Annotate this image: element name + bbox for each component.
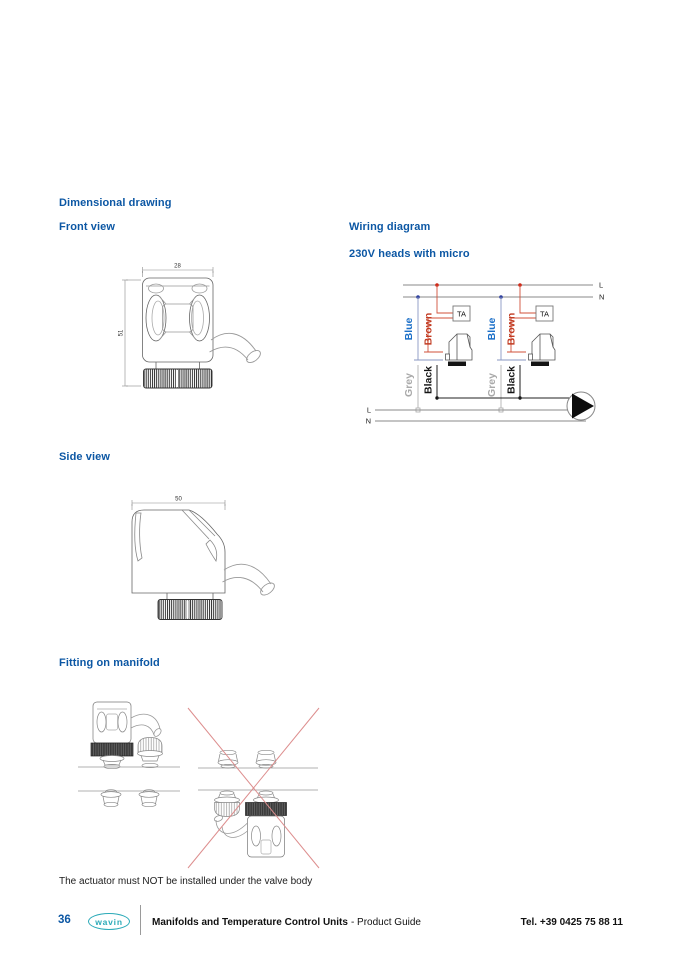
actuator-cable-inverted bbox=[214, 815, 248, 838]
grey-wire-label: Grey bbox=[486, 373, 498, 397]
blue-wire-label: Blue bbox=[486, 317, 498, 341]
heading-fitting: Fitting on manifold bbox=[59, 657, 160, 669]
grey-wire-label: Grey bbox=[403, 373, 415, 397]
valve-caps-below bbox=[101, 790, 159, 807]
fitting-diagram bbox=[70, 690, 330, 875]
footer-phone: Tel. +39 0425 75 88 11 bbox=[520, 917, 623, 928]
brown-wire-feed bbox=[520, 285, 536, 313]
heading-dimensional-drawing: Dimensional drawing bbox=[59, 197, 172, 209]
wiring-diagram bbox=[360, 272, 672, 434]
cable-front bbox=[210, 333, 263, 365]
footer-doc-title bbox=[152, 917, 421, 928]
heading-wiring-subtitle: 230V heads with micro bbox=[349, 248, 470, 260]
bottom-n-label: N bbox=[365, 416, 371, 426]
side-view-drawing bbox=[125, 490, 300, 630]
footer-divider bbox=[140, 905, 141, 935]
actuator-symbol bbox=[446, 334, 473, 366]
thermostat-label: TA bbox=[539, 309, 550, 319]
blue-wire-label: Blue bbox=[403, 317, 415, 341]
head-circuit-2 bbox=[486, 283, 555, 412]
heading-side-view: Side view bbox=[59, 451, 111, 463]
front-view-drawing bbox=[110, 255, 300, 405]
side-width-dim: 50 bbox=[175, 496, 182, 503]
page-number: 36 bbox=[58, 914, 71, 926]
handwheel-inverted bbox=[215, 791, 240, 817]
front-height-dim: 51 bbox=[118, 329, 125, 337]
wavin-logo-text: wavin bbox=[95, 916, 123, 927]
thermostat-label: TA bbox=[456, 309, 467, 319]
brown-wire-feed bbox=[437, 285, 453, 313]
brown-wire-label: Brown bbox=[505, 312, 518, 346]
black-wire-label: Black bbox=[505, 365, 518, 395]
top-n-label: N bbox=[599, 292, 605, 302]
bottom-l-label: L bbox=[366, 405, 371, 415]
doc-title: Manifolds and Temperature Control Units bbox=[152, 917, 348, 928]
knurled-ring-front bbox=[144, 369, 213, 388]
heading-front-view: Front view bbox=[59, 221, 116, 233]
installation-note: The actuator must NOT be installed under the valve body bbox=[59, 876, 313, 887]
actuator-on-top bbox=[91, 702, 133, 769]
actuator-under-valve bbox=[246, 791, 287, 857]
cable-side bbox=[223, 564, 277, 597]
mains-lines-top bbox=[403, 285, 593, 297]
knurled-ring-side bbox=[158, 600, 222, 620]
correct-installation bbox=[78, 702, 180, 807]
valve-caps-above bbox=[218, 750, 276, 768]
incorrect-installation bbox=[188, 708, 319, 868]
front-width-dim: 28 bbox=[174, 263, 181, 270]
actuator-body-front bbox=[143, 278, 214, 369]
actuator-symbol bbox=[529, 334, 556, 366]
brown-wire-label: Brown bbox=[422, 312, 435, 346]
actuator-cable bbox=[131, 714, 163, 738]
doc-subtitle: - Product Guide bbox=[350, 917, 421, 928]
heading-wiring-diagram: Wiring diagram bbox=[349, 221, 431, 233]
black-wire-label: Black bbox=[422, 365, 435, 395]
head-circuit-1 bbox=[403, 283, 472, 412]
actuator-body-side bbox=[132, 510, 225, 599]
top-l-label: L bbox=[599, 280, 604, 290]
pump-symbol bbox=[567, 392, 595, 420]
handwheel bbox=[138, 738, 163, 768]
wavin-logo bbox=[88, 913, 130, 930]
